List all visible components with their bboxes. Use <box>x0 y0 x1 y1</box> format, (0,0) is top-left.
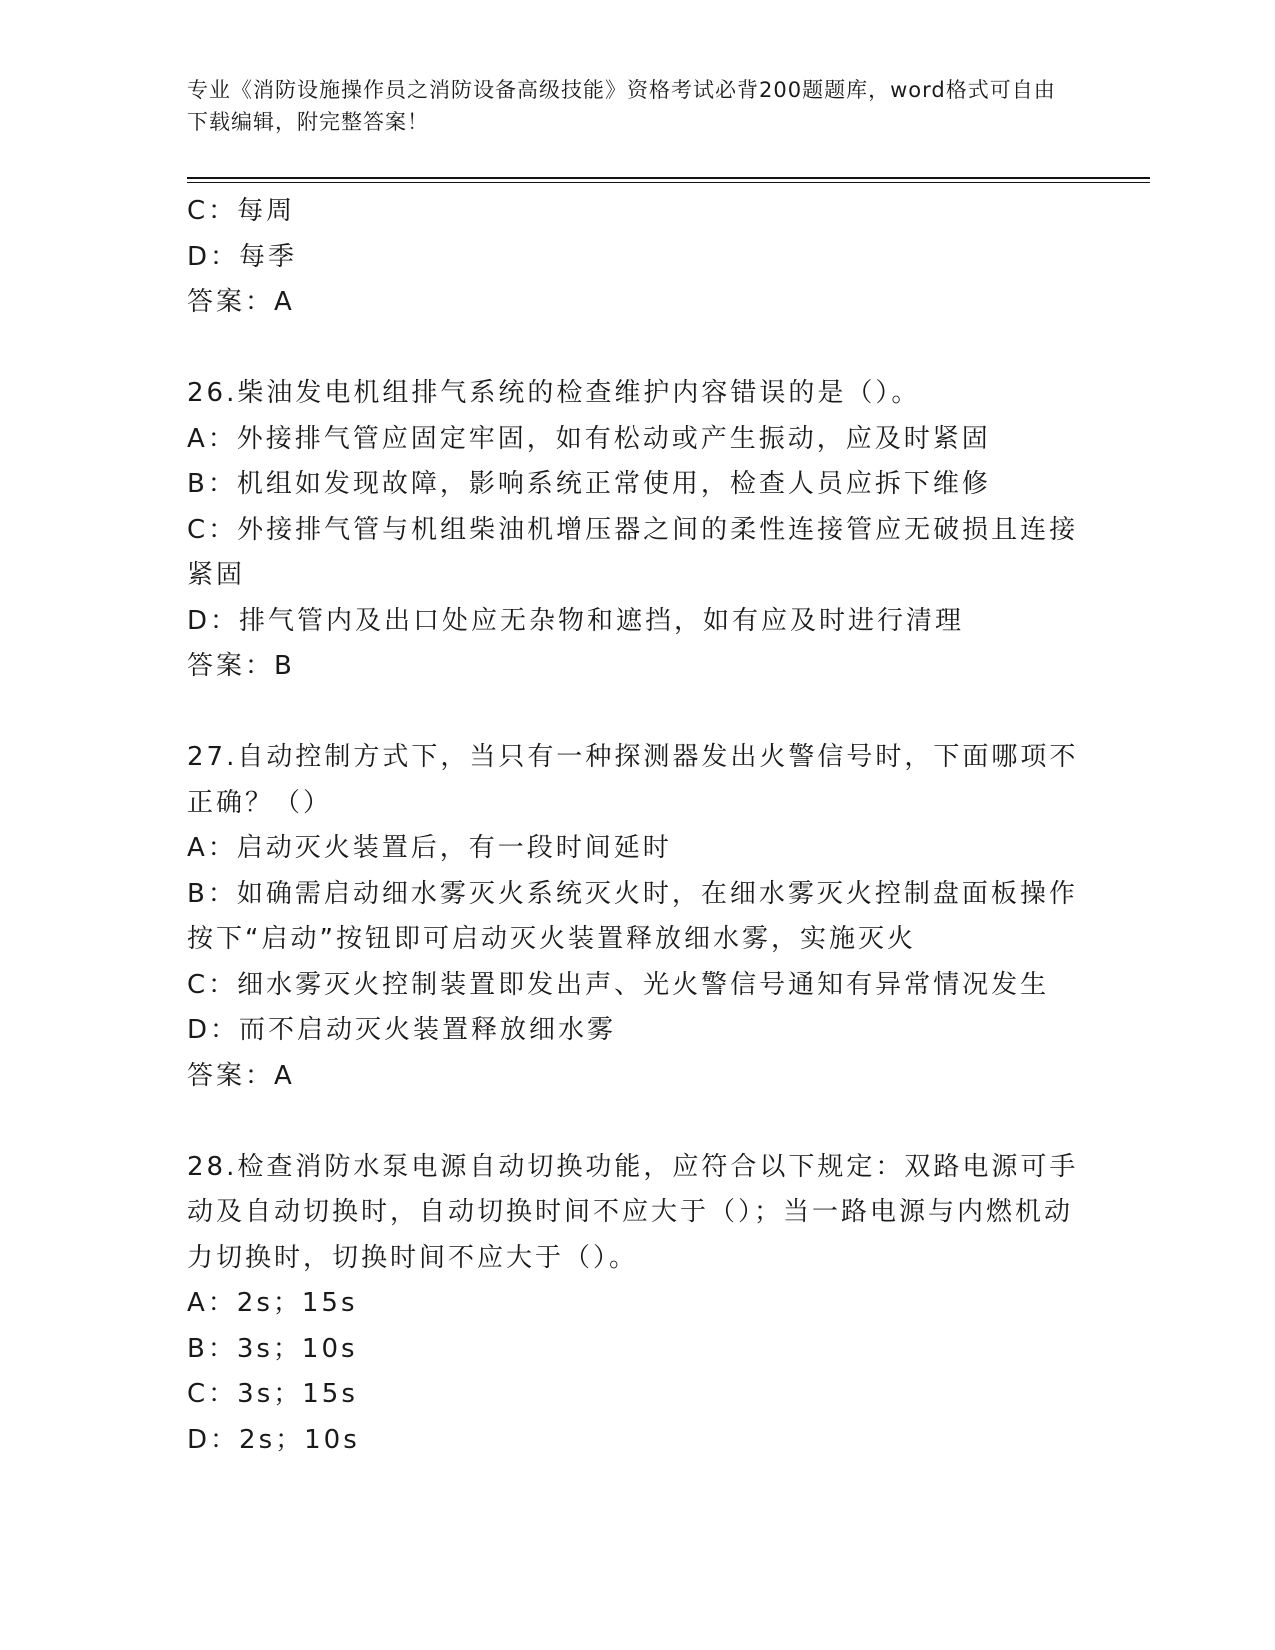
q26-option-d: D：排气管内及出口处应无杂物和遮挡，如有应及时进行清理 <box>187 605 965 636</box>
spacer <box>187 326 1087 372</box>
header-rule-thin <box>187 182 1150 183</box>
q26-option-b: B：机组如发现故障，影响系统正常使用，检查人员应拆下维修 <box>187 469 991 499</box>
q26-option-a: A：外接排气管应固定牢固，如有松动或产生振动，应及时紧固 <box>187 423 991 454</box>
q27-answer: 答案：A <box>187 1060 295 1091</box>
q27-stem: 27.自动控制方式下，当只有一种探测器发出火警信号时，下面哪项不正确？（） <box>187 742 1079 818</box>
q28-stem: 28.检查消防水泵电源自动切换功能，应符合以下规定：双路电源可手动及自动切换时，自动切换时间不应大于（）；当一路电源与内燃机动力切换时，切换时间不应大于（）。 <box>187 1151 1079 1273</box>
q26-option-c: C：外接排气管与机组柴油机增压器之间的柔性连接管应无破损且连接紧固 <box>187 514 1079 590</box>
q25-option-d: D：每季 <box>187 241 298 272</box>
q25-option-c: C：每周 <box>187 196 296 226</box>
q28-option-c: C：3s；15s <box>187 1379 358 1409</box>
spacer <box>187 1099 1087 1145</box>
q27-option-b: B：如确需启动细水雾灭火系统灭火时，在细水雾灭火控制盘面板操作按下“启动”按钮即可启动灭火装置释放细水雾，实施灭火 <box>187 878 1078 954</box>
q28-option-d: D：2s；10s <box>187 1424 360 1455</box>
q26-stem: 26.柴油发电机组排气系统的检查维护内容错误的是（）。 <box>187 378 921 408</box>
q27-option-d: D：而不启动灭火装置释放细水雾 <box>187 1015 617 1045</box>
q27-option-c: C：细水雾灭火控制装置即发出声、光火警信号通知有异常情况发生 <box>187 969 1050 1000</box>
q28-option-b: B：3s；10s <box>187 1333 358 1364</box>
q27-option-a: A：启动灭火装置后，有一段时间延时 <box>187 833 672 863</box>
header-rule-thick <box>187 177 1150 179</box>
q28-option-a: A：2s；15s <box>187 1288 358 1318</box>
spacer <box>187 690 1087 736</box>
question-content <box>187 189 1087 1463</box>
document-header: 专业《消防设施操作员之消防设备高级技能》资格考试必背200题题库，word格式可自由下载编辑，附完整答案！ <box>187 78 1056 134</box>
q26-answer: 答案：B <box>187 651 295 681</box>
q25-answer: 答案：A <box>187 287 295 317</box>
